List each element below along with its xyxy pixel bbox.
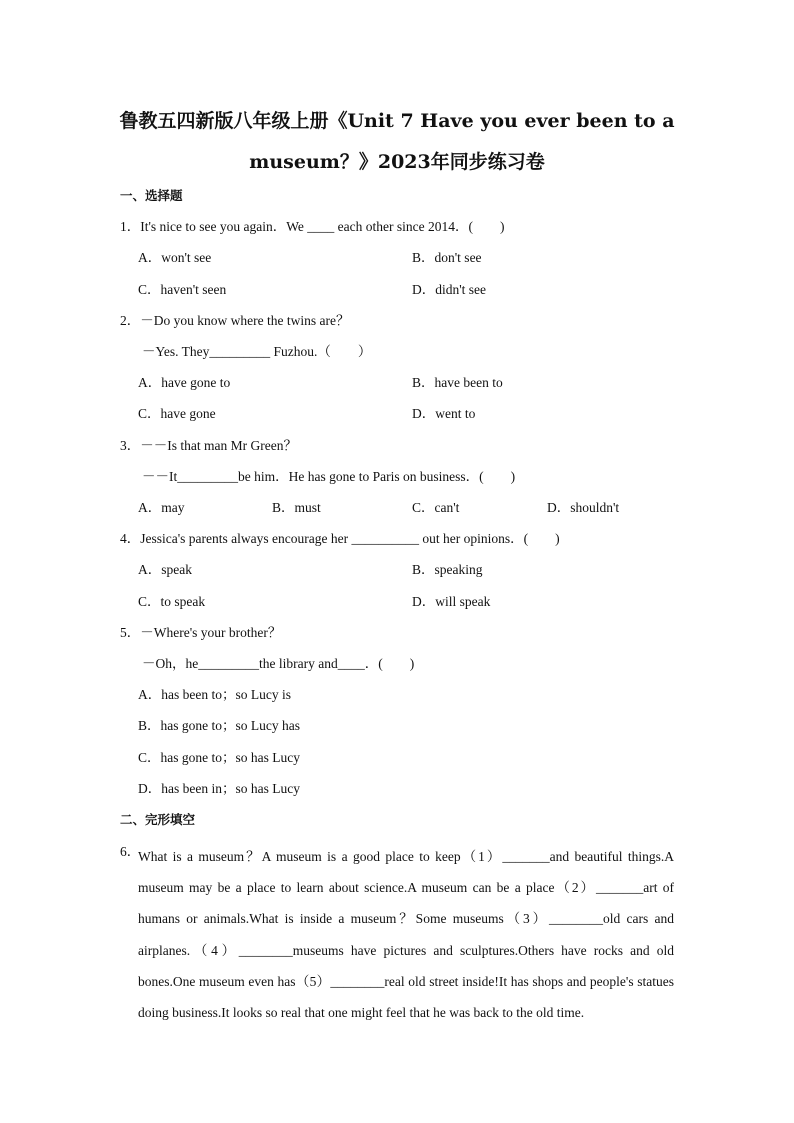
question-3-stem-answer: －－It_________be him．He has gone to Paris on business．( ) [142, 469, 516, 484]
question-1-option-c[interactable]: C．haven't seen [138, 282, 227, 297]
question-4-option-c[interactable]: C．to speak [138, 594, 206, 609]
question-4-option-a[interactable]: A．speak [138, 562, 192, 577]
question-5-option-d[interactable]: D．has been in；so has Lucy [138, 781, 300, 796]
question-3-option-b[interactable]: B．must [272, 500, 321, 515]
question-5-stem: 5．－Where's your brother？ [120, 625, 282, 640]
question-3-stem: 3．－－Is that man Mr Green？ [120, 438, 297, 453]
question-2-option-c[interactable]: C．have gone [138, 406, 216, 421]
question-5-stem-answer: －Oh，he_________the library and____．( ) [142, 656, 415, 671]
question-2-stem-answer: －Yes. They_________ Fuzhou.（ ） [142, 344, 372, 359]
question-4-option-d[interactable]: D．will speak [412, 594, 491, 609]
question-1-stem: 1．It's nice to see you again．We ____ each other since 2014．( ) [120, 219, 505, 234]
question-5-option-b[interactable]: B．has gone to；so Lucy has [138, 718, 300, 733]
question-4-option-b[interactable]: B．speaking [412, 562, 483, 577]
question-2-option-b[interactable]: B．have been to [412, 375, 503, 390]
question-5-option-c[interactable]: C．has gone to；so has Lucy [138, 750, 300, 765]
question-4-stem: 4．Jessica's parents always encourage her __________ out her opinions．( ) [120, 531, 560, 546]
page-title-line1: 鲁教五四新版八年级上册《Unit 7 Have you ever been to a [119, 110, 675, 132]
page-title-line2: museum？》2023年同步练习卷 [249, 151, 545, 173]
question-2-option-a[interactable]: A．have gone to [138, 375, 231, 390]
cloze-passage: What is a museum？A museum is a good place to keep（1）_______and beautiful things.A museum may be a place to learn about science.A museum can be a place（2）_______art of humans or animals.What is inside a museum？Some museums（3）________old cars and airplanes.（4）________museums have pictures and sculptures.Others have rocks and old bones.One museum even has（5）________real old street inside!It has shops and people's statues doing business.It looks so real that one might feel that he was back to the old time. [138, 849, 674, 1021]
question-3-option-d[interactable]: D．shouldn't [547, 500, 620, 515]
question-2-stem: 2．－Do you know where the twins are？ [120, 313, 350, 328]
question-2-option-d[interactable]: D．went to [412, 406, 476, 421]
section-heading-choice: 一、选择题 [120, 188, 183, 203]
section-heading-cloze: 二、完形填空 [120, 812, 196, 827]
question-1-option-d[interactable]: D．didn't see [412, 282, 487, 297]
question-3-option-c[interactable]: C．can't [412, 500, 460, 515]
question-1-option-b[interactable]: B．don't see [412, 250, 482, 265]
question-3-option-a[interactable]: A．may [138, 500, 185, 515]
question-5-option-a[interactable]: A．has been to；so Lucy is [138, 687, 291, 702]
question-6-number: 6． [120, 844, 141, 859]
question-1-option-a[interactable]: A．won't see [138, 250, 212, 265]
